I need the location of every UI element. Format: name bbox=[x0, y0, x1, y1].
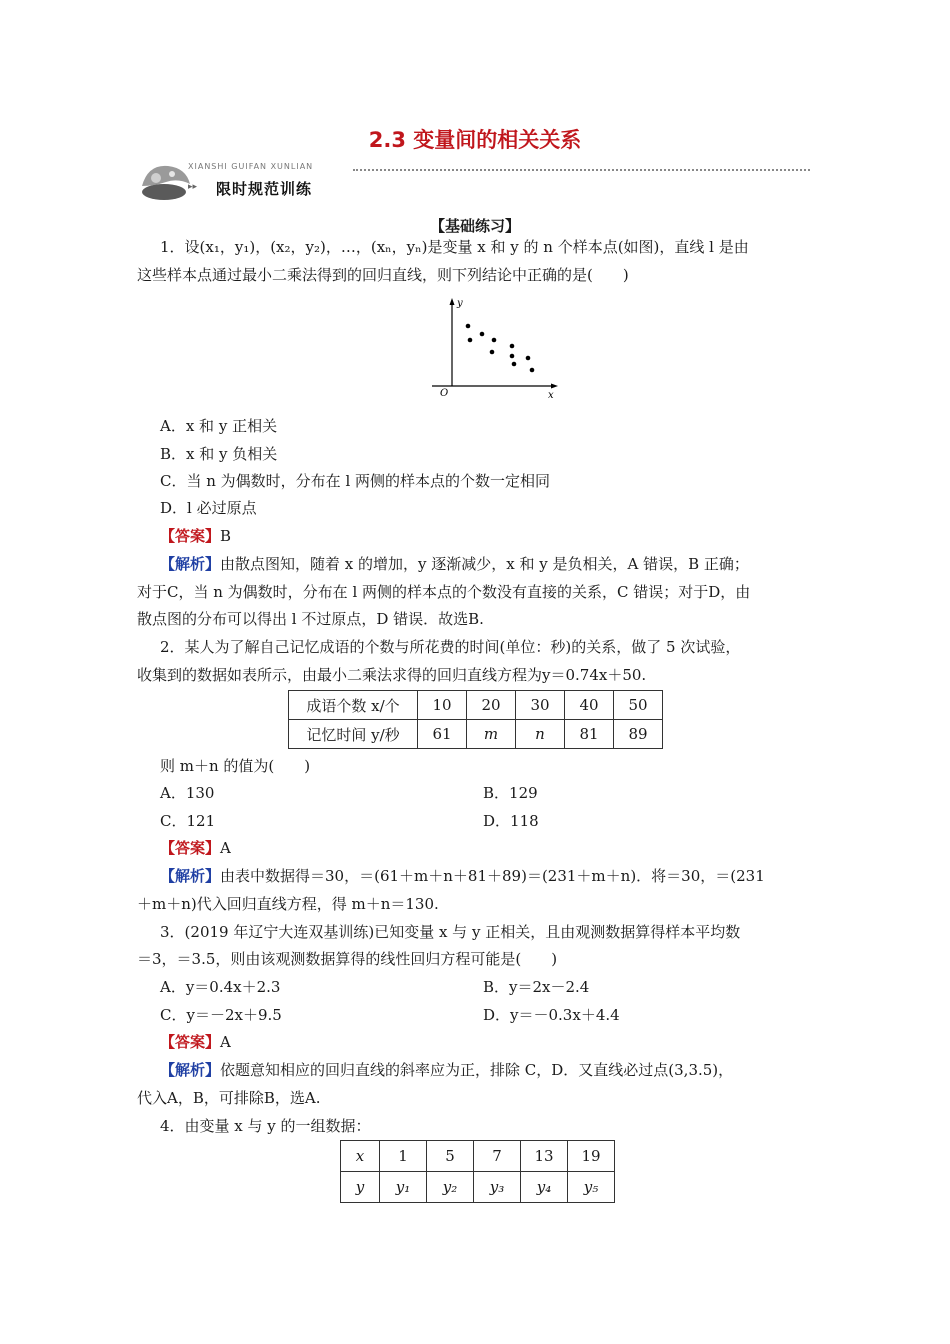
y-axis-label: y bbox=[457, 298, 463, 309]
q4-text-line1: 4．由变量 x 与 y 的一组数据： bbox=[160, 1117, 371, 1135]
q1-answer bbox=[160, 526, 231, 546]
scatter-point bbox=[512, 362, 517, 367]
q1-analysis-line1 bbox=[160, 554, 749, 574]
q3-analysis-line2: 代入A，B，可排除B，选A. bbox=[137, 1089, 321, 1107]
origin-label: O bbox=[440, 388, 449, 399]
q1-option-b: B．x 和 y 负相关 bbox=[160, 445, 278, 463]
q3-option-d: D．y＝－0.3x＋4.4 bbox=[483, 1006, 620, 1024]
q3-text-line2: ＝3，＝3.5，则由该观测数据算得的线性回归方程可能是( ) bbox=[137, 950, 558, 968]
table-row bbox=[341, 1141, 615, 1172]
table-cell: n bbox=[516, 720, 565, 749]
banner-pinyin: XIANSHI GUIFAN XUNLIAN bbox=[188, 162, 314, 171]
q2-option-c: C．121 bbox=[160, 812, 216, 830]
table-cell: 10 bbox=[418, 691, 467, 720]
table-cell: 5 bbox=[427, 1141, 474, 1172]
table-cell: x bbox=[341, 1141, 380, 1172]
q1-analysis-line3: 散点图的分布可以得出 l 不过原点，D 错误．故选B. bbox=[137, 610, 484, 628]
banner-divider bbox=[353, 169, 810, 171]
q1-option-d: D．l 必过原点 bbox=[160, 499, 257, 517]
q1-option-a: A．x 和 y 正相关 bbox=[160, 417, 278, 435]
table-cell: 40 bbox=[565, 691, 614, 720]
x-axis-label: x bbox=[548, 390, 554, 400]
section-banner bbox=[138, 156, 810, 206]
table-cell: y₄ bbox=[521, 1172, 568, 1203]
analysis-tag: 【解析】 bbox=[160, 555, 221, 573]
q3-option-b: B．y＝2x－2.4 bbox=[483, 978, 590, 996]
q2-data-table bbox=[288, 690, 663, 749]
q1-analysis-line2: 对于C，当 n 为偶数时，分布在 l 两侧的样本点的个数没有直接的关系，C 错误；对于D，由 bbox=[137, 583, 751, 601]
scatter-figure bbox=[426, 296, 558, 400]
section-heading: 【基础练习】 bbox=[429, 217, 520, 235]
q2-text-line1: 2．某人为了解自己记忆成语的个数与所花费的时间(单位：秒)的关系，做了 5 次试验， bbox=[160, 638, 741, 656]
q2-analysis-line2: ＋m＋n)代入回归直线方程，得 m＋n＝130. bbox=[137, 895, 439, 913]
analysis-tag: 【解析】 bbox=[160, 1061, 221, 1079]
table-cell: 61 bbox=[418, 720, 467, 749]
table-row bbox=[341, 1172, 615, 1203]
scatter-point bbox=[510, 344, 515, 349]
table-cell: 记忆时间 y/秒 bbox=[289, 720, 418, 749]
q1-option-c: C．当 n 为偶数时，分布在 l 两侧的样本点的个数一定相同 bbox=[160, 472, 551, 490]
q2-option-a: A．130 bbox=[160, 784, 215, 802]
table-cell: 30 bbox=[516, 691, 565, 720]
scatter-point bbox=[468, 338, 473, 343]
table-cell: 81 bbox=[565, 720, 614, 749]
table-cell: 7 bbox=[474, 1141, 521, 1172]
q3-option-c: C．y＝－2x＋9.5 bbox=[160, 1006, 282, 1024]
q2-option-d: D．118 bbox=[483, 812, 539, 830]
q4-data-table bbox=[340, 1140, 615, 1203]
scatter-point bbox=[510, 354, 515, 359]
scatter-point bbox=[526, 356, 531, 361]
table-cell: y₁ bbox=[380, 1172, 427, 1203]
q2-prompt: 则 m＋n 的值为( ) bbox=[160, 757, 311, 775]
q3-answer bbox=[160, 1032, 231, 1052]
page-title: 2.3 变量间的相关关系 bbox=[368, 128, 582, 152]
table-cell: 13 bbox=[521, 1141, 568, 1172]
answer-tag: 【答案】 bbox=[160, 1033, 221, 1051]
scatter-point bbox=[480, 332, 485, 337]
banner-label: 限时规范训练 bbox=[216, 180, 313, 198]
scatter-point bbox=[492, 338, 497, 343]
table-cell: 成语个数 x/个 bbox=[289, 691, 418, 720]
table-cell: m bbox=[467, 720, 516, 749]
table-cell: y bbox=[341, 1172, 380, 1203]
q3-text-line1: 3．(2019 年辽宁大连双基训练)已知变量 x 与 y 正相关，且由观测数据算得样本平均数 bbox=[160, 923, 741, 941]
table-cell: 50 bbox=[614, 691, 663, 720]
q1-text-line1: 1．设(x₁，y₁)，(x₂，y₂)，…，(xₙ，yₙ)是变量 x 和 y 的 n 个样本点(如图)，直线 l 是由 bbox=[160, 238, 749, 256]
answer-value: A bbox=[220, 1033, 231, 1051]
table-cell: 19 bbox=[568, 1141, 615, 1172]
table-cell: y₅ bbox=[568, 1172, 615, 1203]
analysis-text: 依题意知相应的回归直线的斜率应为正，排除 C，D．又直线必过点(3,3.5)， bbox=[220, 1061, 734, 1079]
table-cell: y₃ bbox=[474, 1172, 521, 1203]
scatter-point bbox=[530, 368, 535, 373]
analysis-tag: 【解析】 bbox=[160, 867, 221, 885]
q3-option-a: A．y＝0.4x＋2.3 bbox=[160, 978, 281, 996]
table-cell: 89 bbox=[614, 720, 663, 749]
analysis-text: 由散点图知，随着 x 的增加，y 逐渐减少，x 和 y 是负相关，A 错误，B 正确； bbox=[220, 555, 749, 573]
table-row bbox=[289, 691, 663, 720]
scatter-point bbox=[490, 350, 495, 355]
q2-answer bbox=[160, 838, 231, 858]
q2-text-line2: 收集到的数据如表所示，由最小二乘法求得的回归直线方程为y＝0.74x＋50. bbox=[137, 666, 647, 684]
arrows-icon: ▸▸ bbox=[188, 182, 198, 192]
analysis-text: 由表中数据得＝30，＝(61＋m＋n＋81＋89)＝(231＋m＋n)．将＝30，＝(231 bbox=[220, 867, 765, 885]
answer-value: A bbox=[220, 839, 231, 857]
table-cell: y₂ bbox=[427, 1172, 474, 1203]
table-cell: 1 bbox=[380, 1141, 427, 1172]
table-cell: 20 bbox=[467, 691, 516, 720]
q2-option-b: B．129 bbox=[483, 784, 538, 802]
answer-tag: 【答案】 bbox=[160, 839, 221, 857]
scatter-point bbox=[466, 324, 471, 329]
q3-analysis-line1 bbox=[160, 1060, 733, 1080]
answer-value: B bbox=[220, 527, 232, 545]
q1-text-line2: 这些样本点通过最小二乘法得到的回归直线，则下列结论中正确的是( ) bbox=[137, 266, 629, 284]
table-row bbox=[289, 720, 663, 749]
answer-tag: 【答案】 bbox=[160, 527, 221, 545]
q2-analysis-line1 bbox=[160, 866, 765, 886]
